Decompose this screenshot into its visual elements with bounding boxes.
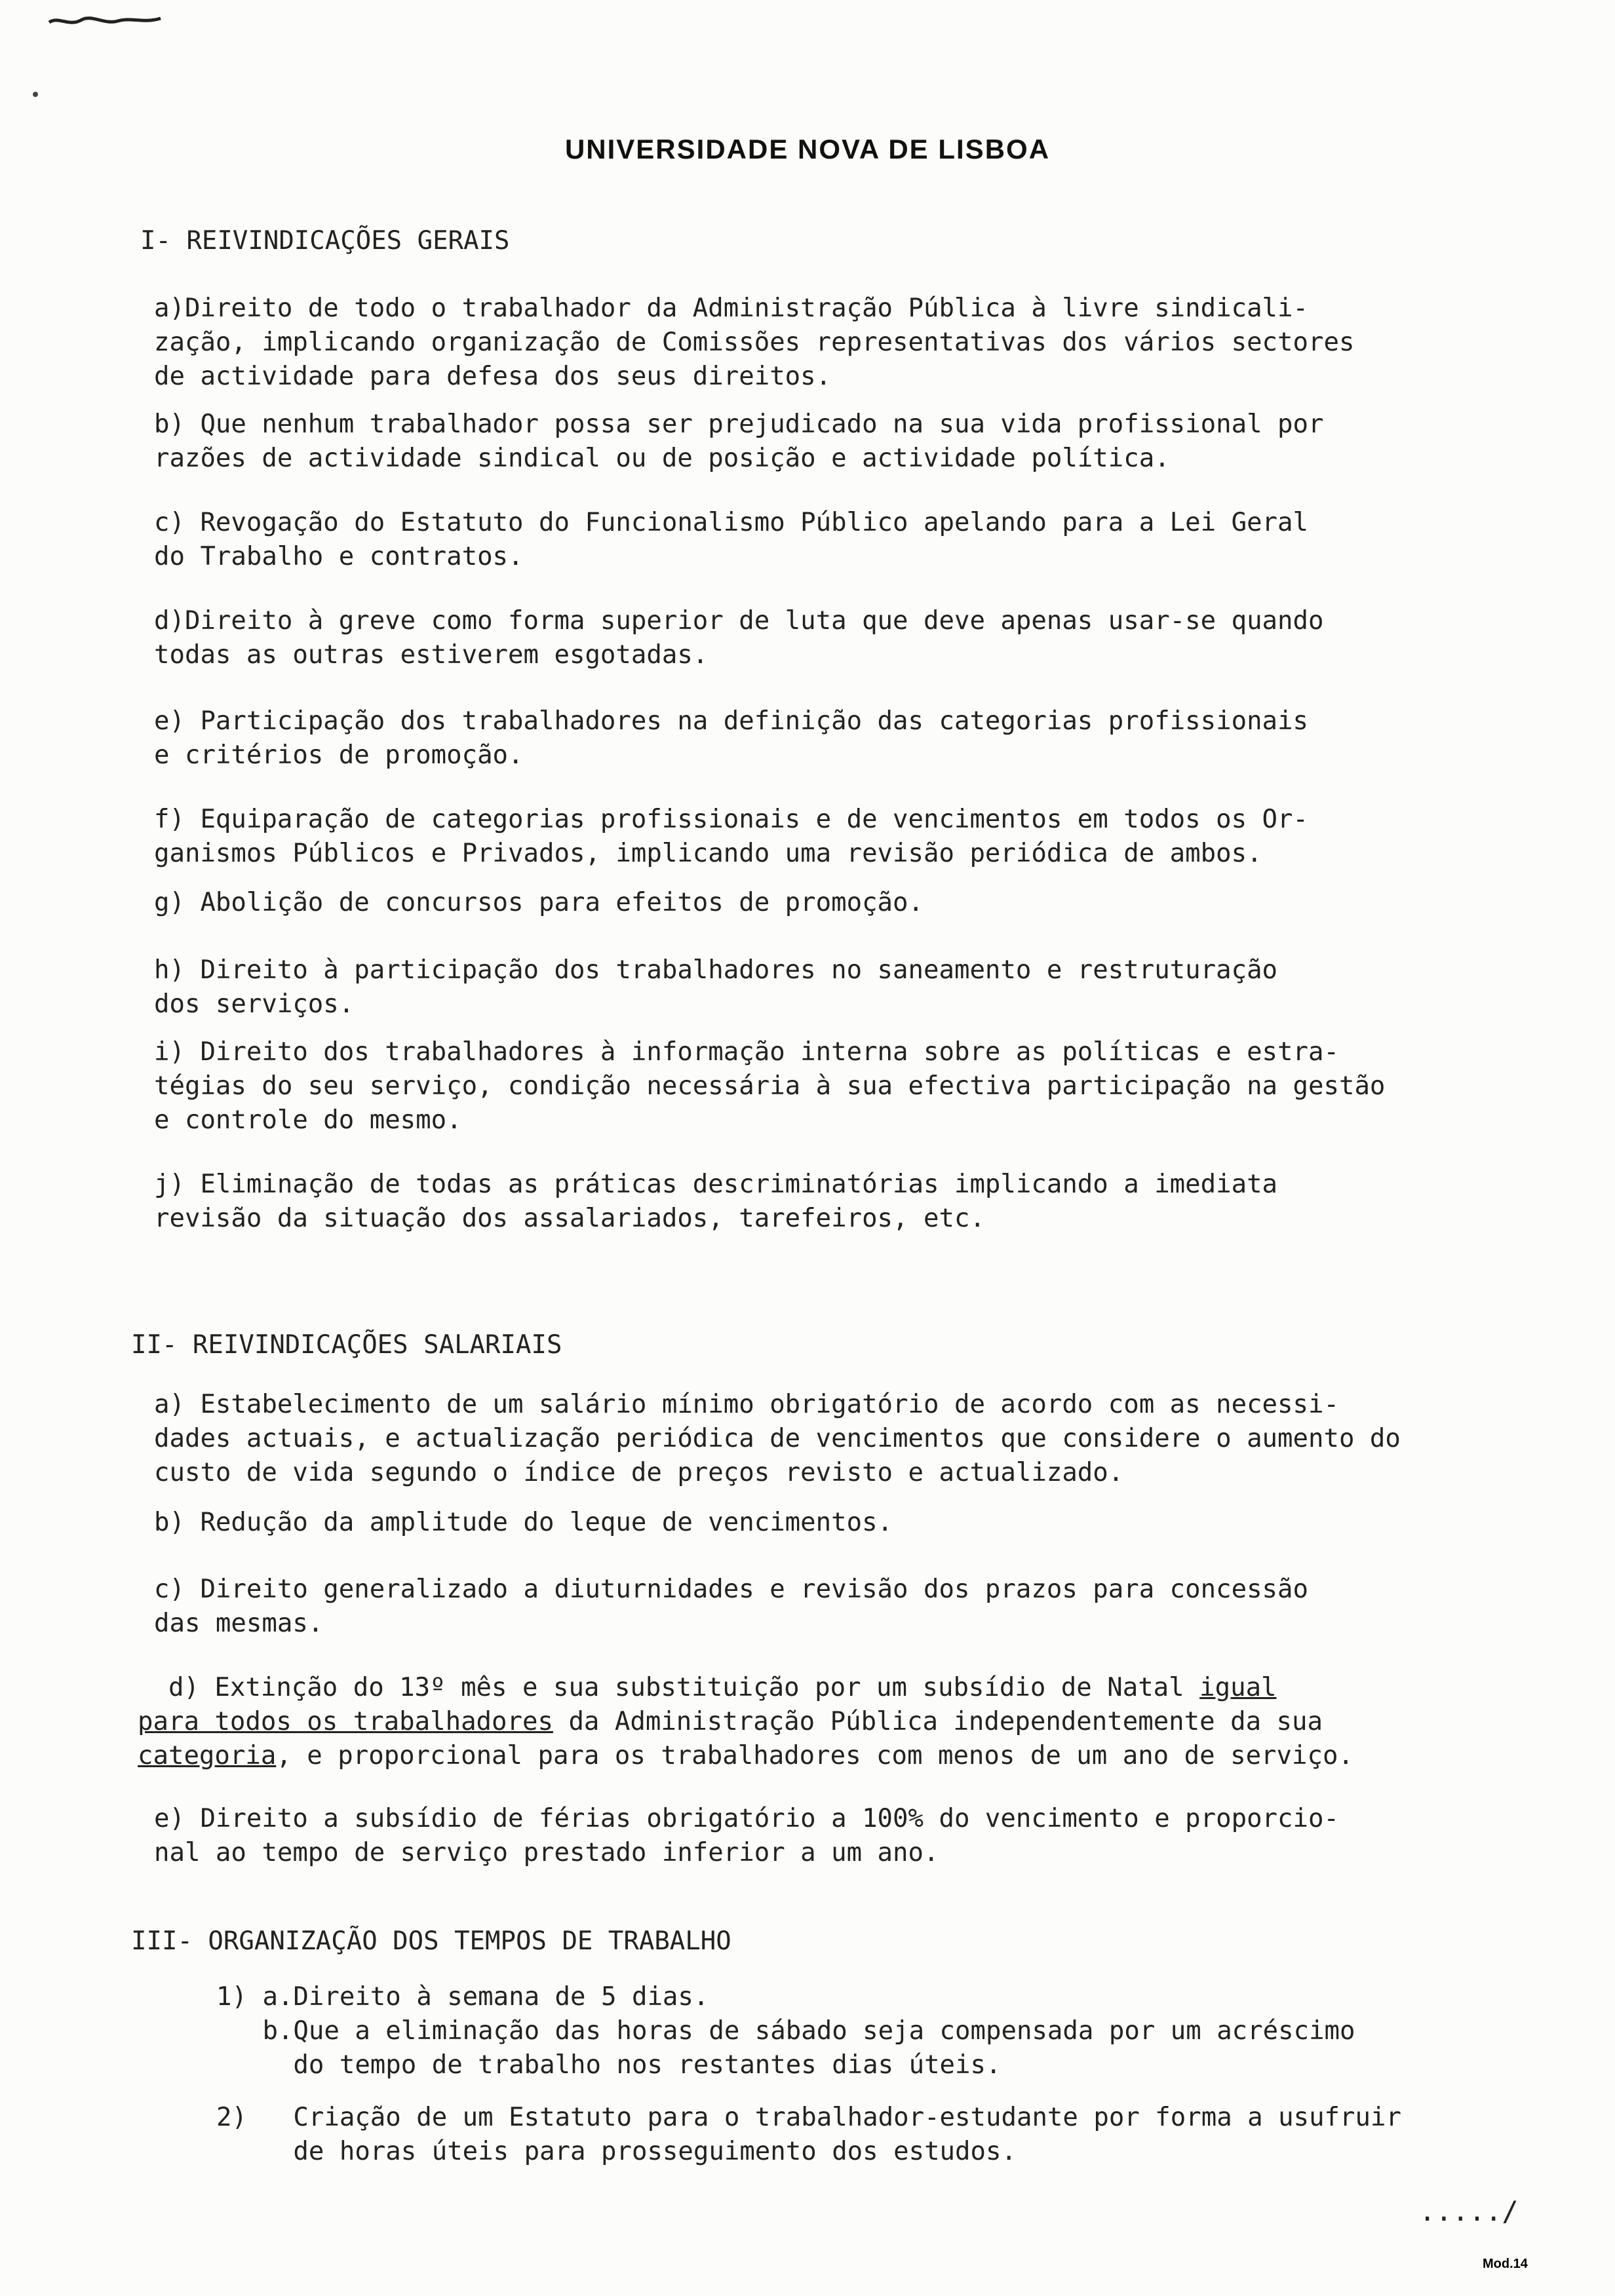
item-2d-underlined-1: igual [1199, 1673, 1277, 1702]
item-1j: j) Eliminação de todas as práticas descriminatórias implicando a imediata revisão da situação dos assalariados, tarefeiros, etc. [154, 1170, 1278, 1233]
item-1g: g) Abolição de concursos para efeitos de promoção. [154, 888, 924, 917]
item-1a: a)Direito de todo o trabalhador da Administração Pública à livre sindicali- zação, implicando organização de Comissões representativas dos vários sectores de actividade para defesa dos seus direitos. [154, 294, 1355, 391]
item-2d-start: d) Extinção do 13º mês e sua substituição por um subsídio de Natal [138, 1673, 1200, 1702]
item-3-2: 2) Criação de um Estatuto para o trabalhador-estudante por forma a usufruir de horas úteis para prosseguimento dos estudos. [216, 2103, 1401, 2166]
item-1c: c) Revogação do Estatuto do Funcionalismo Público apelando para a Lei Geral do Trabalho e contratos. [154, 508, 1308, 571]
item-1f: f) Equiparação de categorias profissionais e de vencimentos em todos os Or- ganismos Públicos e Privados, implicando uma revisão periódica de ambos. [154, 805, 1308, 868]
item-2e: e) Direito a subsídio de férias obrigatório a 100% do vencimento e proporcio- nal ao tempo de serviço prestado inferior a um ano. [154, 1804, 1339, 1867]
section-1-heading: I- REIVINDICAÇÕES GERAIS [140, 226, 510, 256]
section-3-heading: III- ORGANIZAÇÃO DOS TEMPOS DE TRABALHO [131, 1926, 731, 1956]
punch-mark [33, 92, 38, 97]
item-1b: b) Que nenhum trabalhador possa ser prejudicado na sua vida profissional por razões de actividade sindical ou de posição e actividade política. [154, 410, 1324, 473]
item-3-1: 1) a.Direito à semana de 5 dias. b.Que a eliminação das horas de sábado seja compensada por um acréscimo do tempo de trabalho nos restantes dias úteis. [216, 1982, 1355, 2080]
item-1d: d)Direito à greve como forma superior de luta que deve apenas usar-se quando todas as outras estiverem esgotadas. [154, 606, 1324, 670]
item-2d-end: , e proporcional para os trabalhadores com menos de um ano de serviço. [276, 1741, 1353, 1770]
continuation-marker: ...../ [1419, 2195, 1519, 2227]
item-1e: e) Participação dos trabalhadores na definição das categorias profissionais e critérios de promoção. [154, 706, 1308, 770]
handwritten-signature [46, 8, 164, 34]
item-2b: b) Redução da amplitude do leque de vencimentos. [154, 1508, 893, 1537]
form-number: Mod.14 [1483, 2257, 1528, 2271]
item-2d-underlined-2: para todos os trabalhadores [138, 1707, 553, 1736]
item-2c: c) Direito generalizado a diuturnidades e revisão dos prazos para concessão das mesmas. [154, 1575, 1308, 1638]
item-2d-middle: da Administração Pública independentemente da sua [553, 1707, 1323, 1736]
item-2d [138, 1671, 1353, 1773]
university-heading: UNIVERSIDADE NOVA DE LISBOA [564, 134, 1051, 164]
item-1i: i) Direito dos trabalhadores à informação interna sobre as políticas e estra- tégias do seu serviço, condição necessária à sua efectiva participação na gestão e controle do mesmo. [154, 1037, 1386, 1135]
item-1h: h) Direito à participação dos trabalhadores no saneamento e restruturação dos serviços. [154, 955, 1278, 1019]
section-2-heading: II- REIVINDICAÇÕES SALARIAIS [131, 1330, 562, 1360]
item-2d-underlined-3: categoria [138, 1741, 277, 1770]
item-2a: a) Estabelecimento de um salário mínimo obrigatório de acordo com as necessi- dades actuais, e actualização periódica de vencimentos que considere o aumento do custo de vida segundo o índice de preços revisto e actualizado. [154, 1390, 1401, 1487]
